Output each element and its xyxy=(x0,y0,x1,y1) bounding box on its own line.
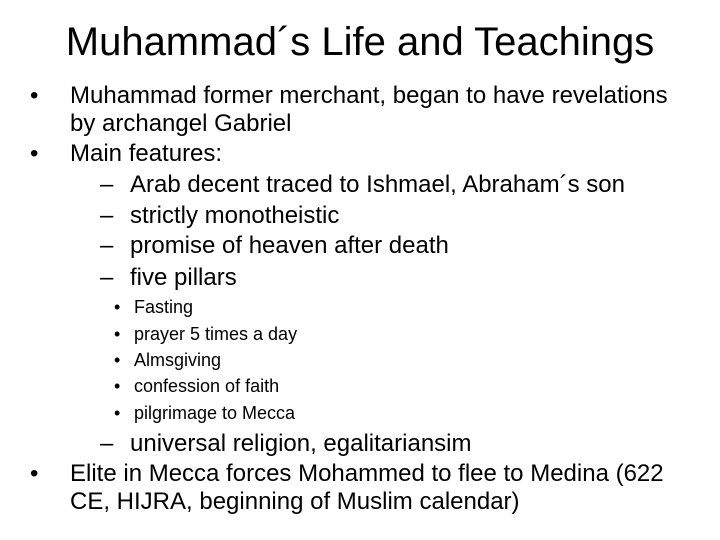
pillar-marker: • xyxy=(114,350,121,370)
feature-item: five pillars xyxy=(130,264,237,291)
bullet-marker: • xyxy=(30,460,39,487)
feature-item: Arab decent traced to Ishmael, Abraham´s son xyxy=(130,171,625,198)
pillar-marker: • xyxy=(114,376,121,396)
bullet-text: Elite in Mecca forces Mohammed to flee to Medina (622 xyxy=(70,460,664,487)
feature-item: strictly monotheistic xyxy=(130,202,340,229)
bullet-marker: • xyxy=(30,140,39,167)
bullet-text: Main features: xyxy=(70,140,223,167)
pillar-item: prayer 5 times a day xyxy=(134,324,298,344)
pillar-item: Almsgiving xyxy=(134,350,222,370)
pillar-marker: • xyxy=(114,403,121,423)
feature-item: promise of heaven after death xyxy=(130,232,449,259)
bullet-text: Muhammad former merchant, began to have revelations xyxy=(70,82,668,109)
pillar-item: pilgrimage to Mecca xyxy=(134,403,296,423)
slide-title: Muhammad´s Life and Teachings xyxy=(65,20,655,64)
pillar-item: Fasting xyxy=(134,297,194,317)
pillar-marker: • xyxy=(114,324,121,344)
dash-marker: – xyxy=(100,171,114,198)
dash-marker: – xyxy=(100,430,114,457)
feature-item: universal religion, egalitariansim xyxy=(130,430,472,457)
dash-marker: – xyxy=(100,232,114,259)
bullet-text-continued: by archangel Gabriel xyxy=(70,110,292,137)
bullet-marker: • xyxy=(30,82,39,109)
pillar-marker: • xyxy=(114,297,121,317)
dash-marker: – xyxy=(100,264,114,291)
bullet-text-continued: CE, HIJRA, beginning of Muslim calendar) xyxy=(70,488,520,515)
dash-marker: – xyxy=(100,202,114,229)
pillar-item: confession of faith xyxy=(134,376,280,396)
